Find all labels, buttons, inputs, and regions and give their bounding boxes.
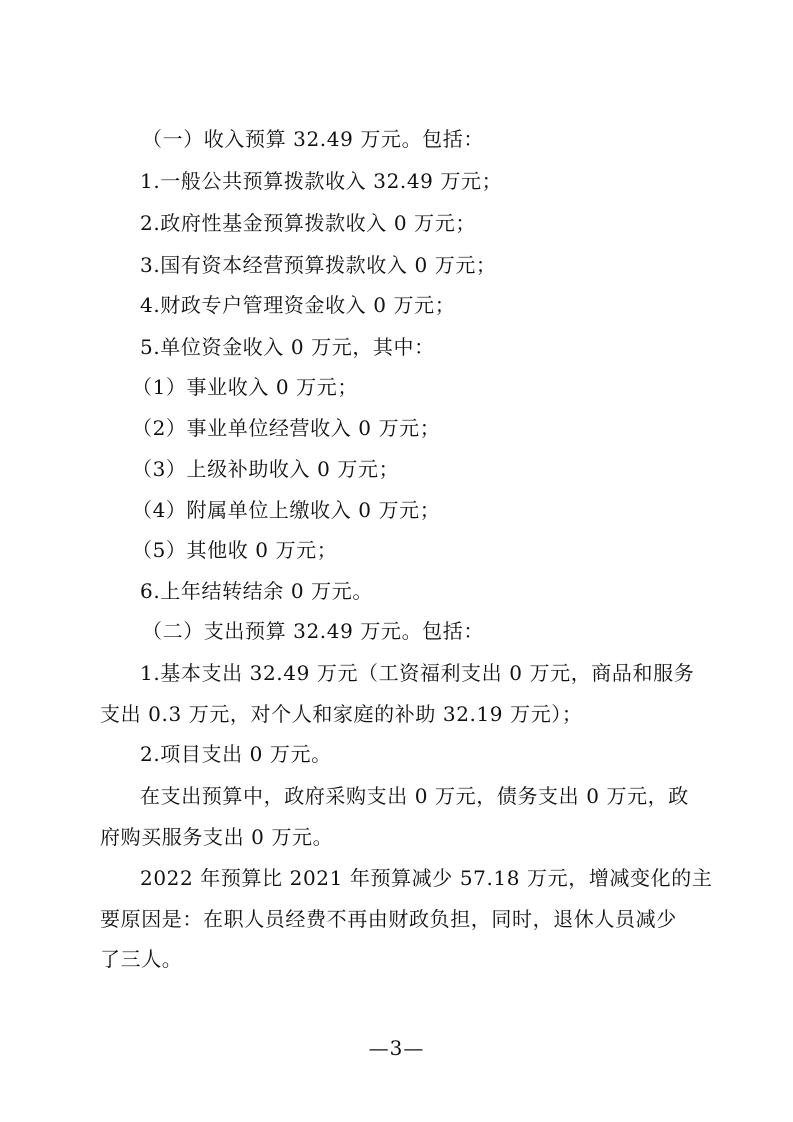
page-number: —3— xyxy=(368,1036,425,1060)
expenditure-item-1: 1.基本支出 32.49 万元（工资福利支出 0 万元，商品和服务 xyxy=(140,661,695,685)
procurement-paragraph-continued: 府购买服务支出 0 万元。 xyxy=(100,825,334,849)
budget-change-paragraph: 2022 年预算比 2021 年预算减少 57.18 万元，增减变化的主 xyxy=(140,866,713,890)
income-item-6: 6.上年结转结余 0 万元。 xyxy=(140,579,373,603)
income-budget-heading: （一）收入预算 32.49 万元。包括： xyxy=(142,127,484,151)
income-item-4: 4.财政专户管理资金收入 0 万元； xyxy=(140,293,456,317)
income-subitem-4: （4）附属单位上缴收入 0 万元； xyxy=(132,498,441,522)
procurement-paragraph: 在支出预算中，政府采购支出 0 万元，债务支出 0 万元，政 xyxy=(140,784,689,808)
expenditure-item-1-continued: 支出 0.3 万元，对个人和家庭的补助 32.19 万元）； xyxy=(100,702,583,726)
income-subitem-5: （5）其他收 0 万元； xyxy=(132,538,338,562)
income-item-2: 2.政府性基金预算拨款收入 0 万元； xyxy=(140,211,476,235)
expenditure-budget-heading: （二）支出预算 32.49 万元。包括： xyxy=(142,619,484,643)
income-subitem-1: （1）事业收入 0 万元； xyxy=(132,375,358,399)
budget-change-paragraph-continued: 要原因是：在职人员经费不再由财政负担，同时，退休人员减少 xyxy=(100,907,677,931)
income-item-5: 5.单位资金收入 0 万元，其中： xyxy=(140,335,435,359)
income-subitem-3: （3）上级补助收入 0 万元； xyxy=(132,457,400,481)
budget-change-paragraph-end: 了三人。 xyxy=(100,947,183,971)
income-item-1: 1.一般公共预算拨款收入 32.49 万元； xyxy=(140,169,503,193)
income-subitem-2: （2）事业单位经营收入 0 万元； xyxy=(132,416,441,440)
income-item-3: 3.国有资本经营预算拨款收入 0 万元； xyxy=(140,253,497,277)
expenditure-item-2: 2.项目支出 0 万元。 xyxy=(140,742,332,766)
